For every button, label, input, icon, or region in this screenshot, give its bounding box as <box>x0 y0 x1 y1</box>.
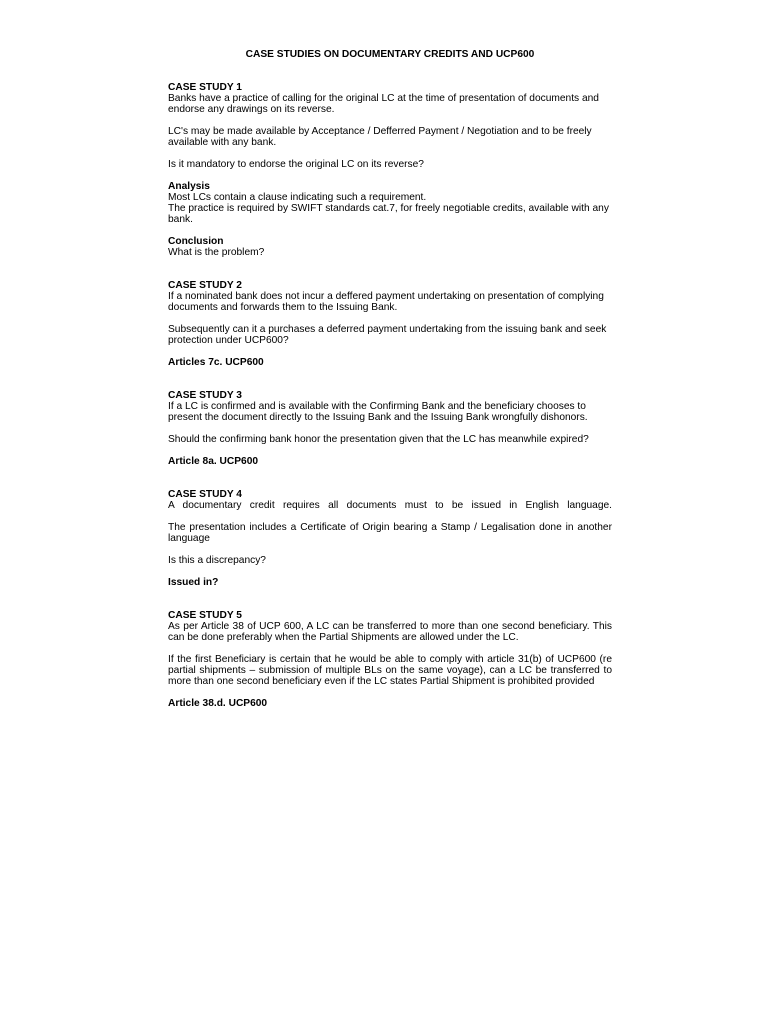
analysis-line-2: The practice is required by SWIFT standards cat.7, for freely negotiable credits, available with any bank. <box>168 203 609 225</box>
case-study-4-question: Is this a discrepancy? <box>168 555 266 566</box>
case-study-5-reference: Article 38.d. UCP600 <box>168 698 268 709</box>
case-study-3-heading: CASE STUDY 3 <box>168 390 242 401</box>
case-study-5-paragraph-1: As per Article 38 of UCP 600, A LC can be transferred to more than one second beneficiary. This can be done preferably when the Partial Shipments are allowed under the LC. <box>168 621 612 643</box>
analysis-heading: Analysis <box>168 181 210 192</box>
case-study-4-reference: Issued in? <box>168 577 219 588</box>
case-study-5-heading: CASE STUDY 5 <box>168 610 242 621</box>
case-study-4 <box>168 489 612 588</box>
case-study-2-reference: Articles 7c. UCP600 <box>168 357 264 368</box>
case-study-2-heading: CASE STUDY 2 <box>168 280 242 291</box>
case-study-5-paragraph-2: If the first Beneficiary is certain that he would be able to comply with article 31(b) of UCP600 (re partial shipments – submission of multiple BLs on the same voyage), can a LC be transferred to more than one second beneficiary even if the LC states Partial Shipment is prohibited provided <box>168 654 612 687</box>
case-study-1-paragraph-2: LC's may be made available by Acceptance / Defferred Payment / Negotiation and to be freely available with any bank. <box>168 126 592 148</box>
case-study-1-question: Is it mandatory to endorse the original LC on its reverse? <box>168 159 424 170</box>
case-study-3-reference: Article 8a. UCP600 <box>168 456 259 467</box>
document-page <box>168 49 612 731</box>
case-study-4-heading: CASE STUDY 4 <box>168 489 242 500</box>
analysis-line-1: Most LCs contain a clause indicating such a requirement. <box>168 192 427 203</box>
case-study-1 <box>168 82 612 258</box>
case-study-5 <box>168 610 612 709</box>
case-study-1-heading: CASE STUDY 1 <box>168 82 242 93</box>
conclusion-heading: Conclusion <box>168 236 224 247</box>
case-study-2-paragraph-2: Subsequently can it a purchases a deferred payment undertaking from the issuing bank and seek protection under UCP600? <box>168 324 607 346</box>
case-study-4-paragraph-2: The presentation includes a Certificate of Origin bearing a Stamp / Legalisation done in another language <box>168 522 612 544</box>
case-study-1-paragraph-1: Banks have a practice of calling for the original LC at the time of presentation of documents and endorse any drawings on its reverse. <box>168 93 599 115</box>
document-title: CASE STUDIES ON DOCUMENTARY CREDITS AND UCP600 <box>245 49 535 60</box>
case-study-4-paragraph-1: A documentary credit requires all documents must to be issued in English language. <box>168 500 612 511</box>
case-study-2 <box>168 280 612 368</box>
case-study-3-paragraph-1: If a LC is confirmed and is available with the Confirming Bank and the beneficiary chooses to present the document directly to the Issuing Bank and the Issuing Bank wrongfully dishonors. <box>168 401 588 423</box>
case-study-3 <box>168 390 612 467</box>
case-study-1-analysis <box>168 181 612 225</box>
conclusion-text: What is the problem? <box>168 247 265 258</box>
case-study-1-conclusion <box>168 236 612 258</box>
case-study-2-paragraph-1: If a nominated bank does not incur a deffered payment undertaking on presentation of complying documents and forwards them to the Issuing Bank. <box>168 291 604 313</box>
case-study-3-paragraph-2: Should the confirming bank honor the presentation given that the LC has meanwhile expired? <box>168 434 589 445</box>
